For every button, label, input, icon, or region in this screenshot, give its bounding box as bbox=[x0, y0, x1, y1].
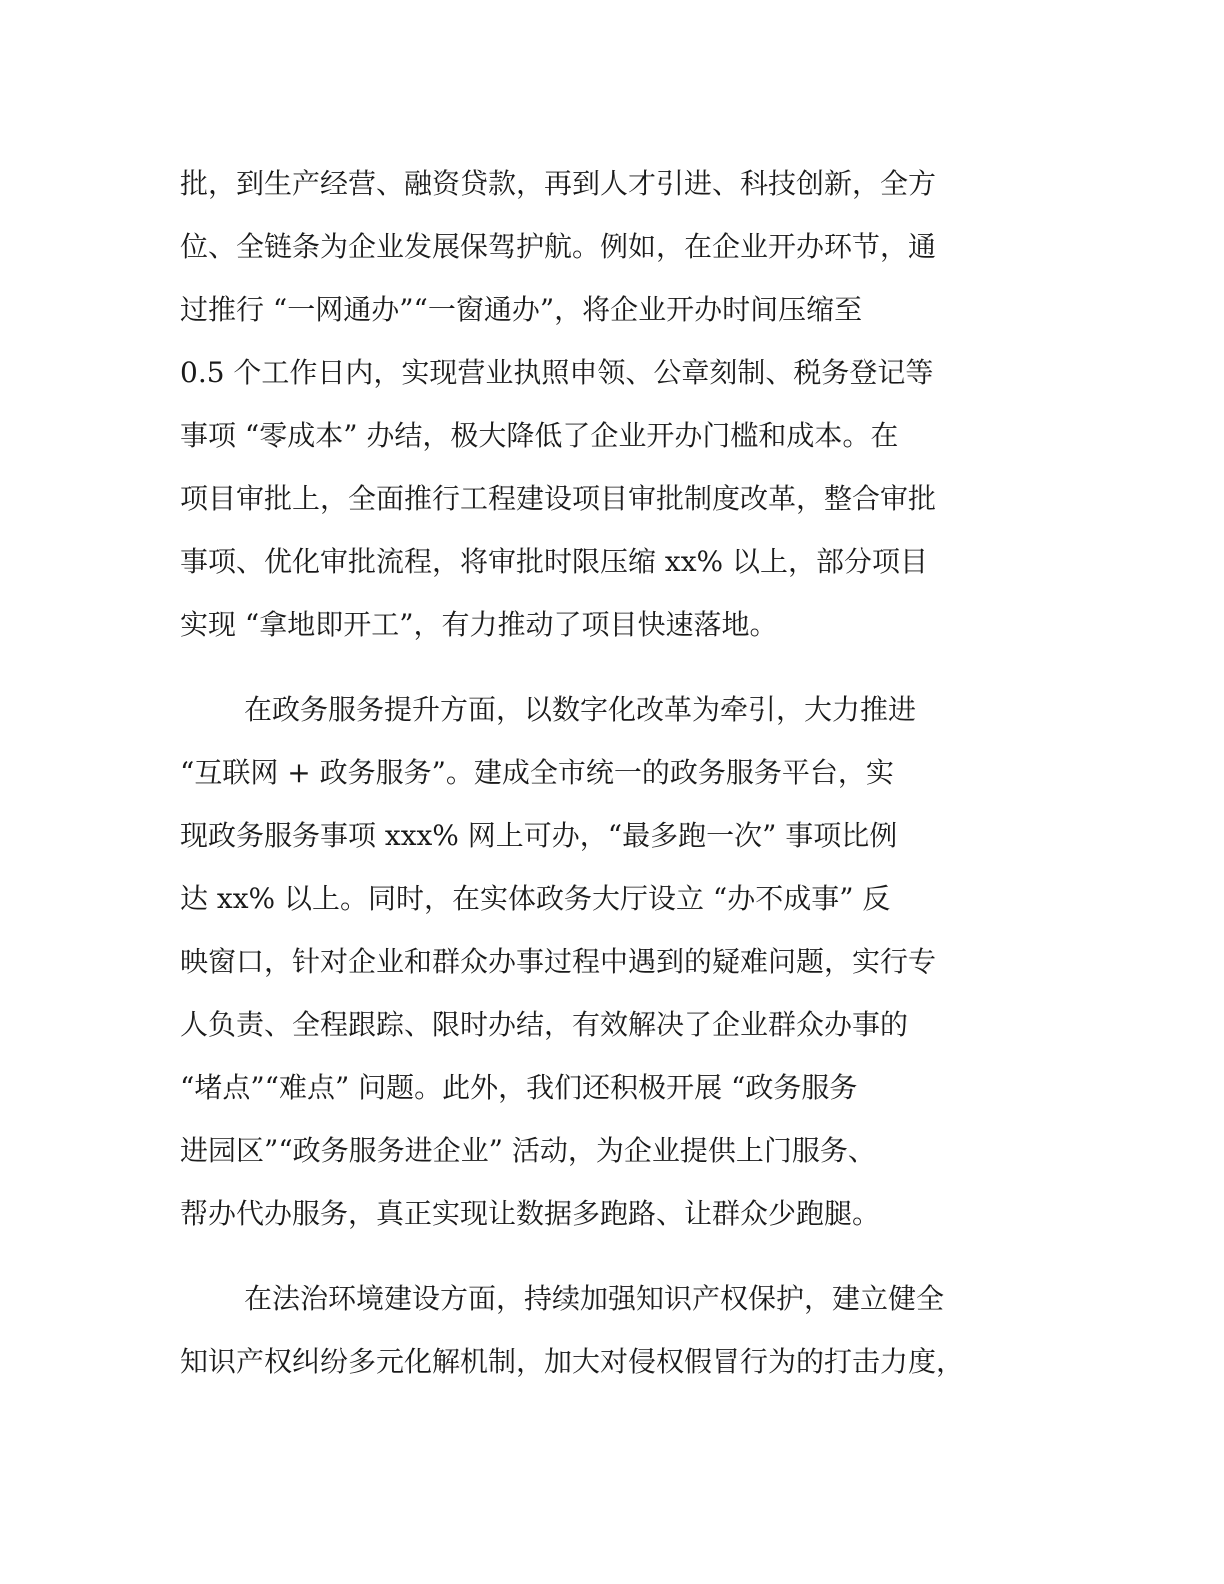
text-line: 事项 “零成本” 办结，极大降低了企业开办门槛和成本。在 bbox=[180, 419, 899, 452]
text-line: 项目审批上，全面推行工程建设项目审批制度改革，整合审批 bbox=[180, 482, 937, 515]
text-line: 在政务服务提升方面，以数字化改革为牵引，大力推进 bbox=[244, 693, 917, 726]
text-line: 位、全链条为企业发展保驾护航。例如，在企业开办环节，通 bbox=[180, 230, 937, 263]
text-line: 映窗口，针对企业和群众办事过程中遇到的疑难问题，实行专 bbox=[180, 945, 937, 978]
text-line: 事项、优化审批流程，将审批时限压缩 xx% 以上，部分项目 bbox=[180, 545, 928, 578]
text-line: 知识产权纠纷多元化解机制，加大对侵权假冒行为的打击力度， bbox=[180, 1345, 965, 1378]
text-line: 进园区”“政务服务进企业” 活动，为企业提供上门服务、 bbox=[180, 1134, 876, 1167]
text-line: 批，到生产经营、融资贷款，再到人才引进、科技创新，全方 bbox=[180, 167, 937, 200]
body-text bbox=[180, 152, 1040, 1415]
text-line: 达 xx% 以上。同时，在实体政务大厅设立 “办不成事” 反 bbox=[180, 882, 891, 915]
text-line: 在法治环境建设方面，持续加强知识产权保护，建立健全 bbox=[244, 1282, 945, 1315]
text-line: 过推行 “一网通办”“一窗通办”，将企业开办时间压缩至 bbox=[180, 293, 863, 326]
text-line: 帮办代办服务，真正实现让数据多跑路、让群众少跑腿。 bbox=[180, 1197, 881, 1230]
text-line: 实现 “拿地即开工”，有力推动了项目快速落地。 bbox=[180, 608, 778, 641]
text-line: “堵点”“难点” 问题。此外，我们还积极开展 “政务服务 bbox=[180, 1071, 858, 1104]
paragraph-rule-of-law bbox=[180, 1267, 1040, 1393]
paragraph-business-approval bbox=[180, 152, 1040, 656]
text-line: 人负责、全程跟踪、限时办结，有效解决了企业群众办事的 bbox=[180, 1008, 909, 1041]
paragraph-government-services bbox=[180, 678, 1040, 1245]
text-line: 0.5 个工作日内，实现营业执照申领、公章刻制、税务登记等 bbox=[180, 356, 934, 389]
text-line: 现政务服务事项 xxx% 网上可办，“最多跑一次” 事项比例 bbox=[180, 819, 898, 852]
text-line: “互联网 + 政务服务”。建成全市统一的政务服务平台，实 bbox=[180, 756, 894, 789]
